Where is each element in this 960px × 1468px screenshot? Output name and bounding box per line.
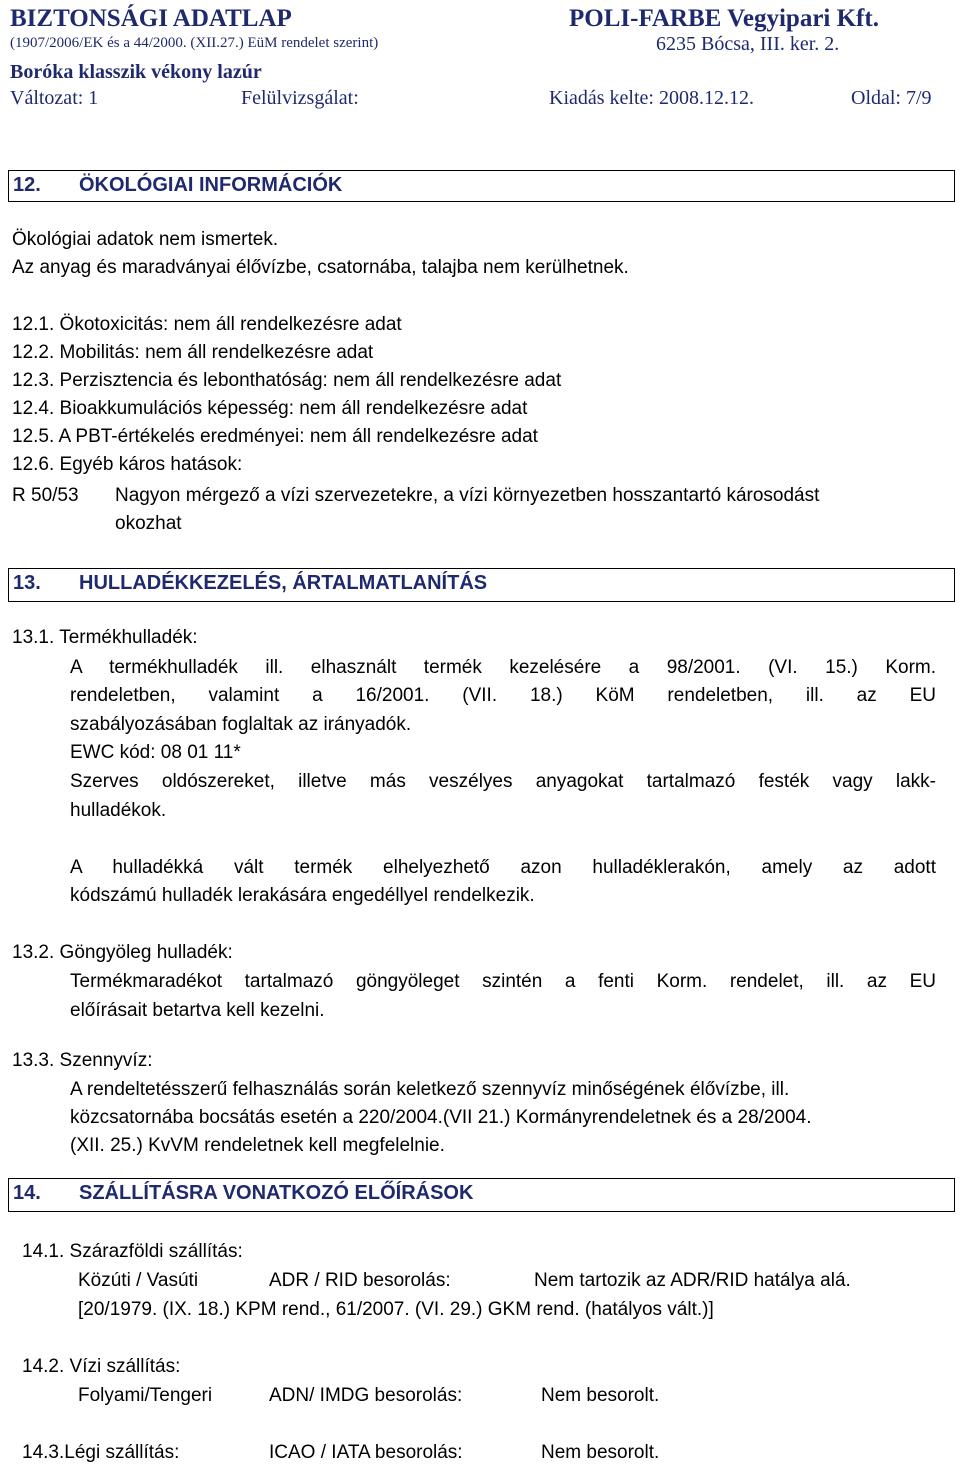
item-12-5: 12.5. A PBT-értékelés eredményei: nem áll rendelkezésre adat [12,426,538,447]
sub-14-1: 14.1. Szárazföldi szállítás: [22,1241,243,1262]
section-12-header [8,170,955,202]
water-mode: Folyami/Tengeri [78,1385,213,1406]
land-class-value: Nem tartozik az ADR/RID hatálya alá. [534,1270,851,1291]
section-14-title: SZÁLLÍTÁSRA VONATKOZÓ ELŐÍRÁSOK [79,1182,474,1204]
ewc-code: EWC kód: 08 01 11* [70,742,241,763]
section-13-number: 13. [13,572,41,594]
waste-text-1: A termékhulladék ill. elhasznált termék kezelésére a 98/2001. (VI. 15.) Korm. [70,657,936,678]
water-class-label: ADN/ IMDG besorolás: [269,1385,463,1406]
landfill-text-1: A hulladékká vált termék elhelyezhető azon hulladéklerakón, amely az adott [70,857,936,878]
item-12-1: 12.1. Ökotoxicitás: nem áll rendelkezésre adat [12,314,402,335]
packaging-text-1: Termékmaradékot tartalmazó göngyöleget szintén a fenti Korm. rendelet, ill. az EU [70,971,936,992]
sub-14-2: 14.2. Vízi szállítás: [22,1356,181,1377]
landfill-text-2: kódszámú hulladék lerakására engedéllyel rendelkezik. [70,885,535,906]
wastewater-text-1: A rendeltetésszerű felhasználás során keletkező szennyvíz minőségének élővízbe, ill. [70,1079,790,1100]
r-phrase-text: Nagyon mérgező a vízi szervezetekre, a vízi környezetben hosszantartó károsodást [115,485,820,506]
regulation-reference: (1907/2006/EK és a 44/2000. (XII.27.) EüM rendelet szerint) [10,35,379,51]
issue-date: Kiadás kelte: 2008.12.12. [549,87,754,109]
waste-text-3: szabályozásában foglaltak az irányadók. [70,714,412,735]
sub-13-1: 13.1. Termékhulladék: [12,627,198,648]
sub-14-3: 14.3.Légi szállítás: [22,1442,180,1463]
item-12-6: 12.6. Egyéb káros hatások: [12,454,243,475]
packaging-text-2: előírásait betartva kell kezelni. [70,1000,325,1021]
water-class-value: Nem besorolt. [541,1385,660,1406]
version: Változat: 1 [10,87,99,109]
item-12-2: 12.2. Mobilitás: nem áll rendelkezésre adat [12,342,374,363]
section-12-number: 12. [13,174,41,196]
item-12-4: 12.4. Bioakkumulációs képesség: nem áll rendelkezésre adat [12,398,528,419]
section-14-number: 14. [13,1182,41,1204]
land-regulation-ref: [20/1979. (IX. 18.) KPM rend., 61/2007. (VI. 29.) GKM rend. (hatályos vált.)] [78,1299,714,1320]
item-12-3: 12.3. Perzisztencia és lebonthatóság: nem áll rendelkezésre adat [12,370,562,391]
air-class-value: Nem besorolt. [541,1442,660,1463]
product-name: Boróka klasszik vékony lazúr [10,61,262,83]
r-phrase-code: R 50/53 [12,485,79,506]
land-class-label: ADR / RID besorolás: [269,1270,451,1291]
section-14-header [8,1178,955,1212]
page-number: Oldal: 7/9 [851,87,932,109]
section-13-title: HULLADÉKKEZELÉS, ÁRTALMATLANÍTÁS [79,572,488,594]
r-phrase-text-cont: okozhat [115,513,182,534]
sub-13-3: 13.3. Szennyvíz: [12,1050,153,1071]
document-title: BIZTONSÁGI ADATLAP [10,5,292,32]
wastewater-text-3: (XII. 25.) KvVM rendeletnek kell megfelelnie. [70,1135,445,1156]
eco-warning: Az anyag és maradványai élővízbe, csatornába, talajba nem kerülhetnek. [12,257,629,278]
review-label: Felülvizsgálat: [241,87,359,109]
wastewater-text-2: közcsatornába bocsátás esetén a 220/2004.(VII 21.) Kormányrendeletnek és a 28/2004. [70,1107,812,1128]
air-class-label: ICAO / IATA besorolás: [269,1442,463,1463]
company-name: POLI-FARBE Vegyipari Kft. [569,5,879,32]
waste-text-2: rendeletben, valamint a 16/2001. (VII. 18.) KöM rendeletben, ill. az EU [70,685,936,706]
company-address: 6235 Bócsa, III. ker. 2. [656,33,840,55]
land-mode: Közúti / Vasúti [78,1270,199,1291]
section-12-title: ÖKOLÓGIAI INFORMÁCIÓK [79,174,343,196]
waste-text-5: Szerves oldószereket, illetve más veszélyes anyagokat tartalmazó festék vagy lakk- [70,771,936,792]
section-13-header [8,568,955,602]
waste-text-6: hulladékok. [70,800,167,821]
sub-13-2: 13.2. Göngyöleg hulladék: [12,942,233,963]
eco-note: Ökológiai adatok nem ismertek. [12,229,279,250]
